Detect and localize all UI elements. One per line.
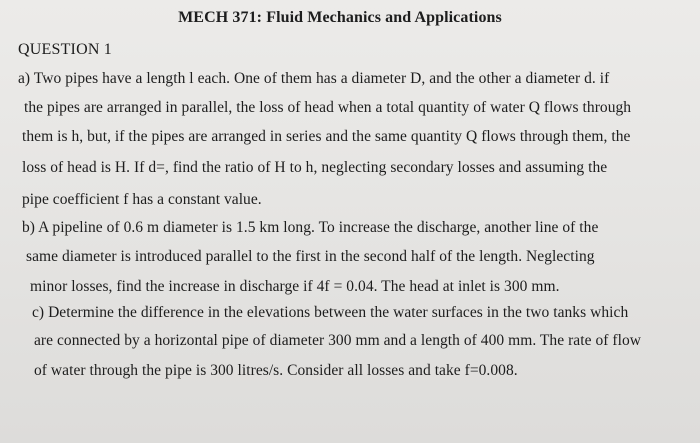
question-text-line: them is h, but, if the pipes are arranged in series and the same quantity Q flows through them, the <box>22 128 631 145</box>
question-text-line: minor losses, find the increase in discharge if 4f = 0.04. The head at inlet is 300 mm. <box>30 278 560 295</box>
question-text-line: loss of head is H. If d=, find the ratio of H to h, neglecting secondary losses and assuming the <box>22 159 608 176</box>
question-heading: QUESTION 1 <box>18 41 112 58</box>
question-text-line: a) Two pipes have a length l each. One of them has a diameter D, and the other a diameter d. if <box>18 70 610 87</box>
question-text-line: of water through the pipe is 300 litres/s. Consider all losses and take f=0.008. <box>34 362 518 379</box>
page-title: MECH 371: Fluid Mechanics and Applications <box>178 9 502 26</box>
question-text-line: same diameter is introduced parallel to the first in the second half of the length. Neglecting <box>26 248 595 265</box>
question-text-line: b) A pipeline of 0.6 m diameter is 1.5 km long. To increase the discharge, another line of the <box>22 219 599 236</box>
question-text-line: the pipes are arranged in parallel, the loss of head when a total quantity of water Q flows through <box>24 99 632 116</box>
question-text-line: are connected by a horizontal pipe of diameter 300 mm and a length of 400 mm. The rate of flow <box>34 332 641 349</box>
question-text-line: pipe coefficient f has a constant value. <box>22 191 262 208</box>
question-text-line: c) Determine the difference in the elevations between the water surfaces in the two tanks which <box>32 304 629 321</box>
